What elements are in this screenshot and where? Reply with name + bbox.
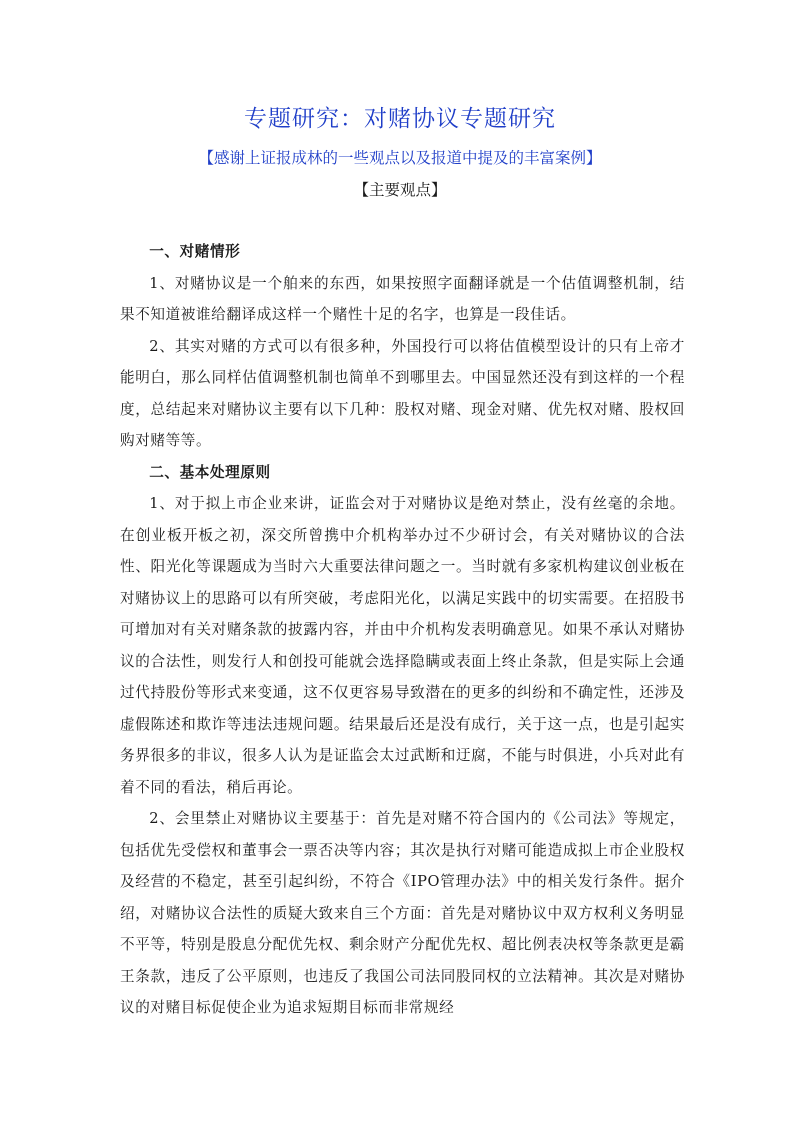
document-title: 专题研究：对赌协议专题研究 (244, 106, 556, 132)
document-subtitle: 【感谢上证报成林的一些观点以及报道中提及的丰富案例】 (198, 149, 602, 167)
paragraph: 1、对于拟上市企业来讲，证监会对于对赌协议是绝对禁止，没有丝毫的余地。在创业板开板之初，深交所曾携中介机构举办过不少研讨会，有关对赌协议的合法性、阳光化等课题成为当时六大重要法律问题之一。当时就有多家机构建议创业板在对赌协议上的思路可以有所突破，考虑阳光化，以满足实践中的切实需要。在招股书可增加对有关对赌条款的披露内容，并由中介机构发表明确意见。如果不承认对赌协议的合法性，则发行人和创投可能就会选择隐瞒或表面上终止条款，但是实际上会通过代持股份等形式来变通，这不仅更容易导致潜在的更多的纠纷和不确定性，还涉及虚假陈述和欺诈等违法违规问题。结果最后还是没有成行，关于这一点，也是引起实务界很多的非议，很多人认为是证监会太过武断和迂腐，不能与时俱进，小兵对此有着不同的看法，稍后再论。 (120, 495, 685, 796)
paragraph: 2、其实对赌的方式可以有很多种，外国投行可以将估值模型设计的只有上帝才能明白，那么同样估值调整机制也简单不到哪里去。中国显然还没有到这样的一个程度，总结起来对赌协议主要有以下几种：股权对赌、现金对赌、优先权对赌、股权回购对赌等等。 (120, 337, 685, 449)
paragraph: 2、会里禁止对赌协议主要基于：首先是对赌不符合国内的《公司法》等规定，包括优先受偿权和董事会一票否决等内容；其次是执行对赌可能造成拟上市企业股权及经营的不稳定，甚至引起纠纷，不符合《IPO管理办法》中的相关发行条件。据介绍，对赌协议合法性的质疑大致来自三个方面：首先是对赌协议中双方权利义务明显不平等，特别是股息分配优先权、剩余财产分配优先权、超比例表决权等条款更是霸王条款，违反了公平原则，也违反了我国公司法同股同权的立法精神。其次是对赌协议的对赌目标促使企业为追求短期目标而非常规经 (120, 810, 685, 1016)
section-heading: 一、对赌情形 (149, 243, 241, 260)
paragraph: 1、对赌协议是一个舶来的东西，如果按照字面翻译就是一个估值调整机制，结果不知道被谁给翻译成这样一个赌性十足的名字，也算是一段佳话。 (120, 274, 685, 323)
document-body (120, 236, 685, 1024)
section-heading: 二、基本处理原则 (149, 463, 271, 481)
main-points-label: 【主要观点】 (353, 181, 447, 199)
